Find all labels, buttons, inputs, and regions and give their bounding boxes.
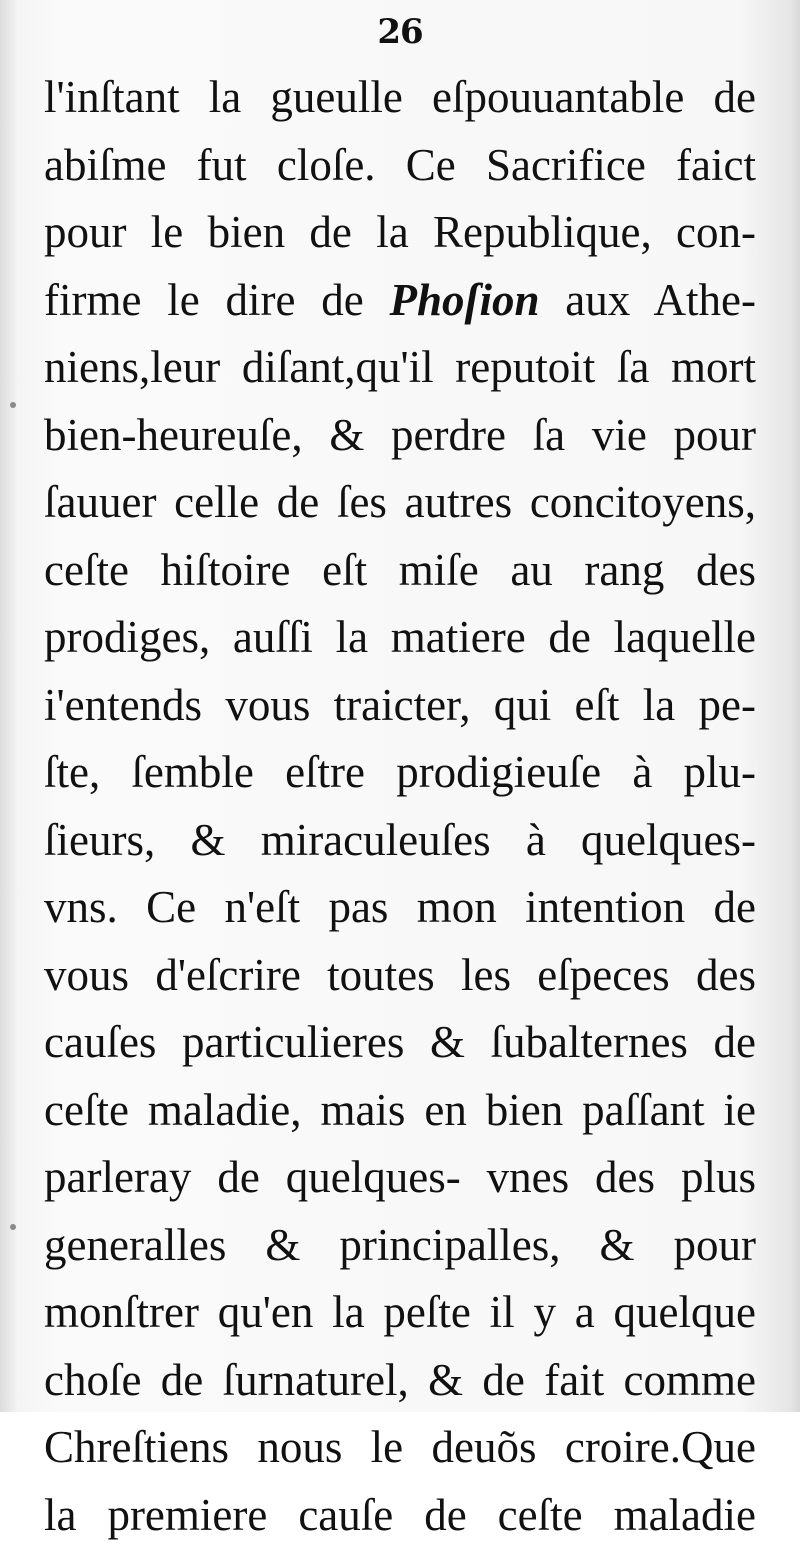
page-number: 26	[0, 12, 800, 52]
text-line: ceſte hiſtoire eſt miſe au rang des	[44, 537, 756, 605]
text-line: l'inſtant la gueulle eſpouuantable de	[44, 64, 756, 132]
text-line: vns. Ce n'eſt pas mon intention de	[44, 874, 756, 942]
text-line: bien-heureuſe, & perdre ſa vie pour	[44, 402, 756, 470]
text-line-with-name	[44, 267, 756, 335]
text-line: ſieurs, & miraculeuſes à quelques-	[44, 807, 756, 875]
text-line: pour le bien de la Republique, con-	[44, 199, 756, 267]
text-line: parleray de quelques- vnes des plus	[44, 1144, 756, 1212]
text-line: i'entends vous traicter, qui eſt la pe-	[44, 672, 756, 740]
text-line: niens,leur diſant,qu'il reputoit ſa mort	[44, 334, 756, 402]
text-line: generalles & principalles, & pour	[44, 1212, 756, 1280]
margin-mark	[10, 402, 16, 408]
body-text	[44, 64, 756, 1549]
text-line-start: firme le dire de	[44, 275, 364, 325]
text-line: ſauuer celle de ſes autres concitoyens,	[44, 469, 756, 537]
text-line: la premiere cauſe de ceſte maladie	[44, 1482, 756, 1549]
italic-name: Phoſion	[389, 275, 539, 325]
text-line: prodiges, auſſi la matiere de laquelle	[44, 604, 756, 672]
text-line: ceſte maladie, mais en bien paſſant ie	[44, 1077, 756, 1145]
text-line: vous d'eſcrire toutes les eſpeces des	[44, 942, 756, 1010]
text-line: cauſes particulieres & ſubalternes de	[44, 1009, 756, 1077]
text-line: ſte, ſemble eſtre prodigieuſe à plu-	[44, 739, 756, 807]
text-line: abiſme fut cloſe. Ce Sacrifice faict	[44, 132, 756, 200]
margin-mark	[10, 1224, 16, 1230]
text-line: monſtrer qu'en la peſte il y a quelque	[44, 1279, 756, 1347]
text-line: Chreſtiens nous le deuõs croire.Que	[44, 1414, 756, 1482]
text-line-end: aux Athe-	[565, 275, 756, 325]
text-line: choſe de ſurnaturel, & de fait comme	[44, 1347, 756, 1415]
